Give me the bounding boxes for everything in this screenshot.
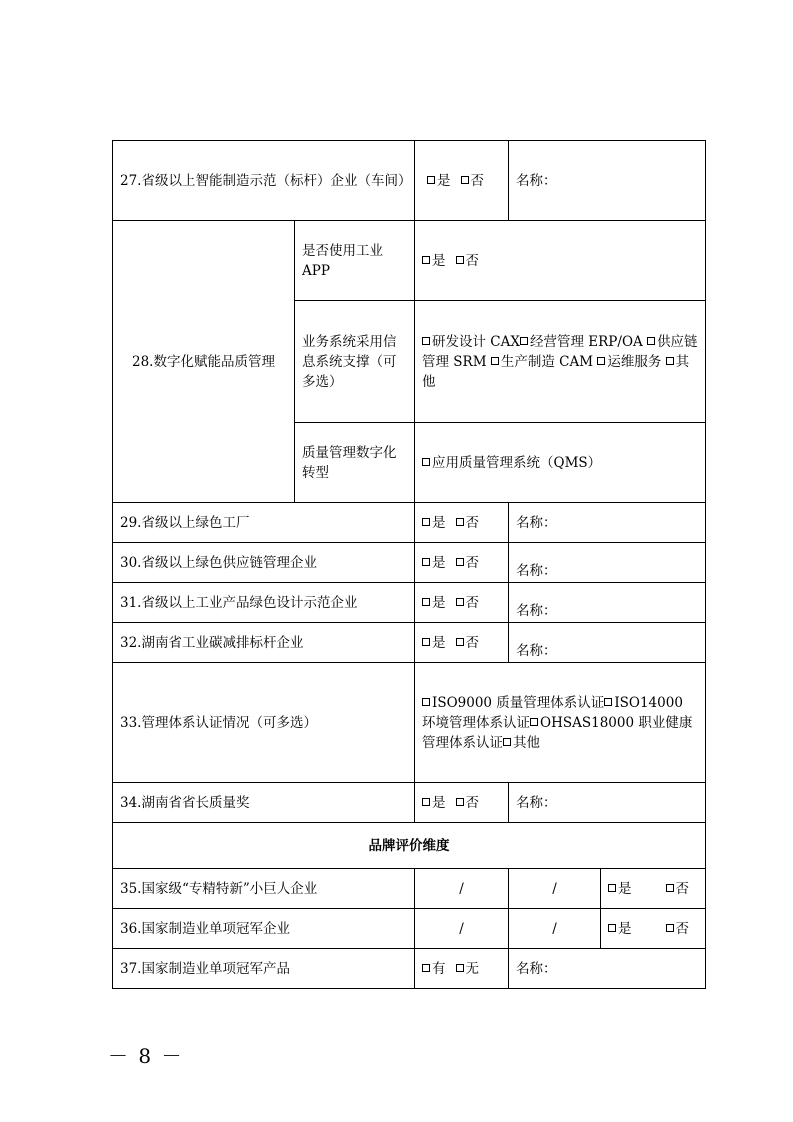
name-field[interactable]: 名称： bbox=[509, 503, 706, 543]
checkbox-yes[interactable] bbox=[422, 964, 430, 972]
table-row bbox=[113, 583, 706, 623]
table-row bbox=[113, 949, 706, 989]
multi-choice: ISO9000 质量管理体系认证 ISO14000 环境管理体系认证 OHSAS18000 职业健康管理体系认证 其他 bbox=[415, 663, 706, 783]
checkbox-qms[interactable] bbox=[422, 458, 430, 466]
checkbox-yes[interactable] bbox=[422, 598, 430, 606]
checkbox-no[interactable] bbox=[456, 964, 464, 972]
name-field[interactable]: 名称： bbox=[509, 949, 706, 989]
yes-no-choice: 是 否 bbox=[415, 141, 509, 221]
table-row bbox=[113, 909, 706, 949]
na-cell: / bbox=[415, 909, 509, 949]
checkbox-no[interactable] bbox=[456, 798, 464, 806]
yes-no-choice: 有 无 bbox=[415, 949, 509, 989]
name-field[interactable]: 名称： bbox=[509, 783, 706, 823]
checkbox-no[interactable] bbox=[461, 176, 469, 184]
row-label: 36.国家制造业单项冠军企业 bbox=[113, 909, 415, 949]
name-field[interactable]: 名称： bbox=[509, 623, 706, 663]
table-row bbox=[113, 141, 706, 221]
table-row bbox=[113, 543, 706, 583]
row-label: 28.数字化赋能品质管理 bbox=[113, 221, 295, 503]
checkbox-srm[interactable] bbox=[647, 337, 655, 345]
checkbox-cam[interactable] bbox=[491, 357, 499, 365]
checkbox-no[interactable] bbox=[456, 256, 464, 264]
yes-no-choice: 是 否 bbox=[601, 869, 706, 909]
row-label: 33.管理体系认证情况（可多选） bbox=[113, 663, 415, 783]
table-row bbox=[113, 663, 706, 783]
na-cell: / bbox=[509, 869, 601, 909]
row-label: 27.省级以上智能制造示范（标杆）企业（车间） bbox=[113, 141, 415, 221]
name-field[interactable]: 名称： bbox=[509, 543, 706, 583]
sub-label: 是否使用工业APP bbox=[295, 221, 415, 301]
sub-label: 质量管理数字化转型 bbox=[295, 423, 415, 503]
checkbox-no[interactable] bbox=[456, 518, 464, 526]
page-number: － 8 － bbox=[108, 1044, 184, 1068]
checkbox-yes[interactable] bbox=[422, 256, 430, 264]
row-label: 29.省级以上绿色工厂 bbox=[113, 503, 415, 543]
yes-no-choice: 是 否 bbox=[415, 221, 706, 301]
name-field[interactable]: 名称： bbox=[509, 583, 706, 623]
yes-no-choice: 是 否 bbox=[415, 583, 509, 623]
yes-no-choice: 是 否 bbox=[415, 543, 509, 583]
table-row bbox=[113, 503, 706, 543]
multi-choice: 研发设计 CAX 经营管理 ERP/OA 供应链管理 SRM 生产制造 CAM 运维服务 其他 bbox=[415, 301, 706, 423]
yes-no-choice: 是 否 bbox=[601, 909, 706, 949]
name-field[interactable]: 名称： bbox=[509, 141, 706, 221]
checkbox-yes[interactable] bbox=[422, 798, 430, 806]
checkbox-yes[interactable] bbox=[608, 884, 616, 892]
table-row bbox=[113, 623, 706, 663]
checkbox-yes[interactable] bbox=[422, 558, 430, 566]
row-label: 37.国家制造业单项冠军产品 bbox=[113, 949, 415, 989]
row-label: 31.省级以上工业产品绿色设计示范企业 bbox=[113, 583, 415, 623]
checkbox-yes[interactable] bbox=[422, 518, 430, 526]
section-header: 品牌评价维度 bbox=[113, 823, 706, 869]
na-cell: / bbox=[509, 909, 601, 949]
row-label: 34.湖南省省长质量奖 bbox=[113, 783, 415, 823]
checkbox-ops[interactable] bbox=[597, 357, 605, 365]
checkbox-no[interactable] bbox=[456, 558, 464, 566]
checkbox-yes[interactable] bbox=[422, 638, 430, 646]
row-label: 30.省级以上绿色供应链管理企业 bbox=[113, 543, 415, 583]
multi-choice: 应用质量管理系统（QMS） bbox=[415, 423, 706, 503]
table-row bbox=[113, 869, 706, 909]
yes-no-choice: 是 否 bbox=[415, 623, 509, 663]
yes-no-choice: 是 否 bbox=[415, 783, 509, 823]
checkbox-erp[interactable] bbox=[520, 337, 528, 345]
yes-no-choice: 是 否 bbox=[415, 503, 509, 543]
na-cell: / bbox=[415, 869, 509, 909]
checkbox-other[interactable] bbox=[666, 357, 674, 365]
row-label: 32.湖南省工业碳减排标杆企业 bbox=[113, 623, 415, 663]
checkbox-ohsas18000[interactable] bbox=[530, 718, 538, 726]
row-label: 35.国家级“专精特新”小巨人企业 bbox=[113, 869, 415, 909]
checkbox-iso14000[interactable] bbox=[604, 698, 612, 706]
checkbox-no[interactable] bbox=[666, 884, 674, 892]
sub-label: 业务系统采用信息系统支撑（可多选） bbox=[295, 301, 415, 423]
checkbox-no[interactable] bbox=[666, 924, 674, 932]
checkbox-other[interactable] bbox=[503, 738, 511, 746]
form-table bbox=[112, 140, 706, 989]
checkbox-yes[interactable] bbox=[608, 924, 616, 932]
table-row bbox=[113, 783, 706, 823]
checkbox-no[interactable] bbox=[456, 598, 464, 606]
checkbox-cax[interactable] bbox=[422, 337, 430, 345]
checkbox-no[interactable] bbox=[456, 638, 464, 646]
table-row bbox=[113, 221, 706, 301]
table-row bbox=[113, 823, 706, 869]
checkbox-yes[interactable] bbox=[427, 176, 435, 184]
checkbox-iso9000[interactable] bbox=[422, 698, 430, 706]
